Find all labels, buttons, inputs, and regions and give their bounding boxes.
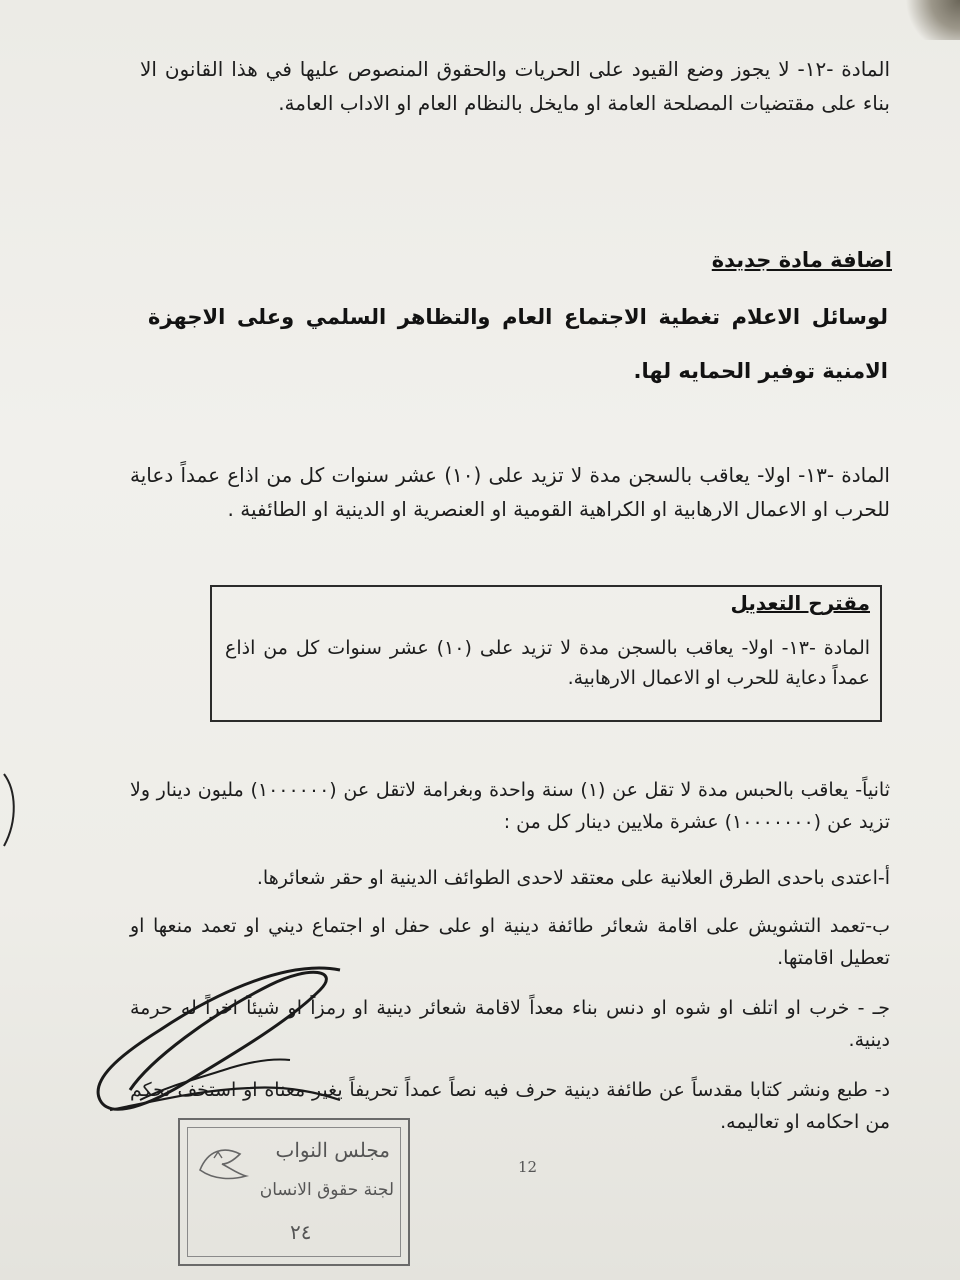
amendment-box <box>210 585 882 722</box>
new-article-text: لوسائل الاعلام تغطية الاجتماع العام والتظاهر السلمي وعلى الاجهزة الامنية توفير الحمايه لها. <box>148 305 888 383</box>
article-13-second: ثانياً- يعاقب بالحبس مدة لا تقل عن (١) سنة واحدة وبغرامة لاتقل عن (١٠٠٠٠٠٠) مليون دينار ولا تزيد عن (١٠٠٠٠٠٠٠) عشرة ملايين دينار كل من : <box>130 779 890 833</box>
amendment-title: مقترح التعديل <box>730 591 870 615</box>
margin-mark-icon <box>0 770 20 850</box>
list-item: د- طبع ونشر كتابا مقدساً عن طائفة دينية حرف فيه نصاً عمداً تحريفاً يغير معناه او استخف بحكم من احكامه او تعاليمه. <box>130 1079 890 1133</box>
list-item: جـ - خرب او اتلف او شوه او دنس بناء معداً لاقامة شعائر دينية او رمزاً او شيئاً اخراً له حرمة دينية. <box>130 997 890 1051</box>
stamp-line-2: لجنة حقوق الانسان <box>259 1180 394 1200</box>
signature-icon <box>40 950 400 1130</box>
amendment-text: المادة -١٣- اولا- يعاقب بالسجن مدة لا تزيد على (١٠) عشر سنوات كل من اذاع عمداً دعاية للحرب او الاعمال الارهابية. <box>225 637 871 689</box>
new-article-heading: اضافة مادة جديدة <box>711 248 892 272</box>
list-item: أ-اعتدى باحدى الطرق العلانية على معتقد لاحدى الطوائف الدينية او حقر شعائرها. <box>256 867 890 889</box>
stamp-line-1: مجلس النواب <box>275 1138 390 1162</box>
article-12: المادة -١٢- لا يجوز وضع القيود على الحريات والحقوق المنصوص عليها في هذا القانون الا بناء على مقتضيات المصلحة العامة او مايخل بالنظام العام او الاداب العامة. <box>140 57 890 115</box>
article-13-first: المادة -١٣- اولا- يعاقب بالسجن مدة لا تزيد على (١٠) عشر سنوات كل من اذاع عمداً دعاية للحرب او الاعمال الارهابية او الكراهية القومية او العنصرية او الدينية او الطائفية . <box>130 463 890 521</box>
page-corner-shadow <box>900 0 960 40</box>
committee-stamp <box>178 1118 410 1266</box>
emblem-icon <box>194 1140 254 1184</box>
page-number: 12 <box>518 1158 538 1176</box>
stamp-line-3: ٢٤ <box>290 1220 312 1244</box>
list-item: ب-تعمد التشويش على اقامة شعائر طائفة دينية او على حفل او اجتماع ديني او تعمد منعها او تعطيل اقامتها. <box>130 915 890 969</box>
